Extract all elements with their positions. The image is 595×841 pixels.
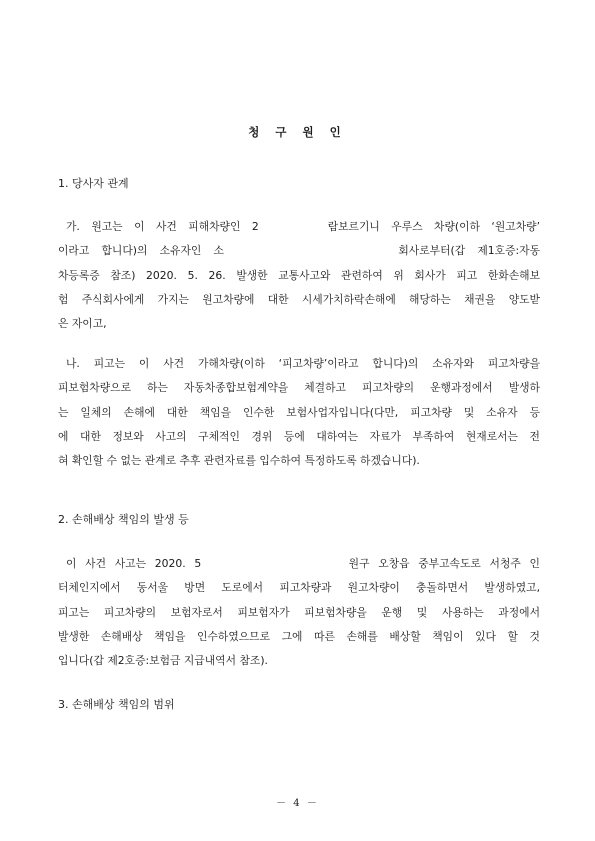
page-number: － 4 － — [276, 798, 319, 809]
paragraph-ga-line-5: 은 자이고, — [58, 317, 107, 331]
document-title: 청 구 원 인 — [248, 125, 347, 139]
paragraph-na-line-5: 혀 확인할 수 없는 관계로 추후 관련자료를 입수하여 특정하도록 하겠습니다). — [58, 454, 420, 468]
paragraph-na-line-3: 는 일체의 손해에 대한 책임을 인수한 보험사업자입니다(다만, 피고차량 및 소유자 등 — [58, 405, 540, 419]
paragraph-section-2-line-1 — [58, 552, 540, 576]
section-2-heading: 2. 손해배상 책임의 발생 등 — [58, 513, 189, 526]
paragraph-ga-line-2-end: 회사로부터(갑 제1호증:자동 — [398, 244, 540, 258]
paragraph-section-2-line-1-end: 원구 오창읍 중부고속도로 서청주 인 — [348, 557, 540, 570]
paragraph-ga-line-2-start: 이라고 합니다)의 소유자인 소 — [58, 244, 224, 258]
paragraph-section-2-line-1-start: 이 사건 사고는 2020. 5 — [66, 557, 202, 570]
paragraph-na-line-4: 에 대한 정보와 사고의 구체적인 경위 등에 대하여는 자료가 부족하여 현재로서는 전 — [58, 429, 540, 443]
paragraph-section-2-line-3: 피고는 피고차량의 보험자로서 피보험자가 피보험차량을 운행 및 사용하는 과정에서 — [58, 605, 540, 619]
paragraph-ga-line-2 — [58, 239, 540, 263]
section-1-heading: 1. 당사자 관계 — [58, 177, 129, 190]
paragraph-ga-line-1-start: 가. 원고는 이 사건 피해차량인 2 — [66, 220, 259, 233]
paragraph-ga-line-1-end: 람보르기니 우루스 차량(이하 ‘원고차량’ — [327, 220, 540, 233]
paragraph-section-2-line-4: 발생한 손해배상 책임을 인수하였으므로 그에 따른 손해를 배상할 책임이 있다 할 것 — [58, 629, 540, 643]
paragraph-ga — [58, 215, 540, 336]
paragraph-ga-line-4: 험 주식회사에게 가지는 원고차량에 대한 시세가치하락손해에 해당하는 채권을 양도받 — [58, 292, 540, 306]
paragraph-na-line-1: 나. 피고는 이 사건 가해차량(이하 ‘피고차량’이라고 합니다)의 소유자와 피고차량을 — [66, 357, 540, 370]
paragraph-ga-line-1 — [58, 215, 540, 239]
section-3-heading: 3. 손해배상 책임의 범위 — [58, 698, 175, 711]
paragraph-section-2-line-2: 터체인지에서 동서울 방면 도로에서 피고차량과 원고차량이 충돌하면서 발생하였고, — [58, 581, 540, 595]
paragraph-section-2-line-5: 입니다(갑 제2호증:보험금 지급내역서 참조). — [58, 654, 268, 668]
paragraph-section-2 — [58, 552, 540, 673]
paragraph-na-line-2: 피보험차량으로 하는 자동차종합보험계약을 체결하고 피고차량의 운행과정에서 발생하 — [58, 381, 540, 395]
paragraph-na — [58, 352, 540, 473]
paragraph-ga-line-3: 차등록증 참조) 2020. 5. 26. 발생한 교통사고와 관련하여 위 회사가 피고 한화손해보 — [58, 268, 540, 282]
